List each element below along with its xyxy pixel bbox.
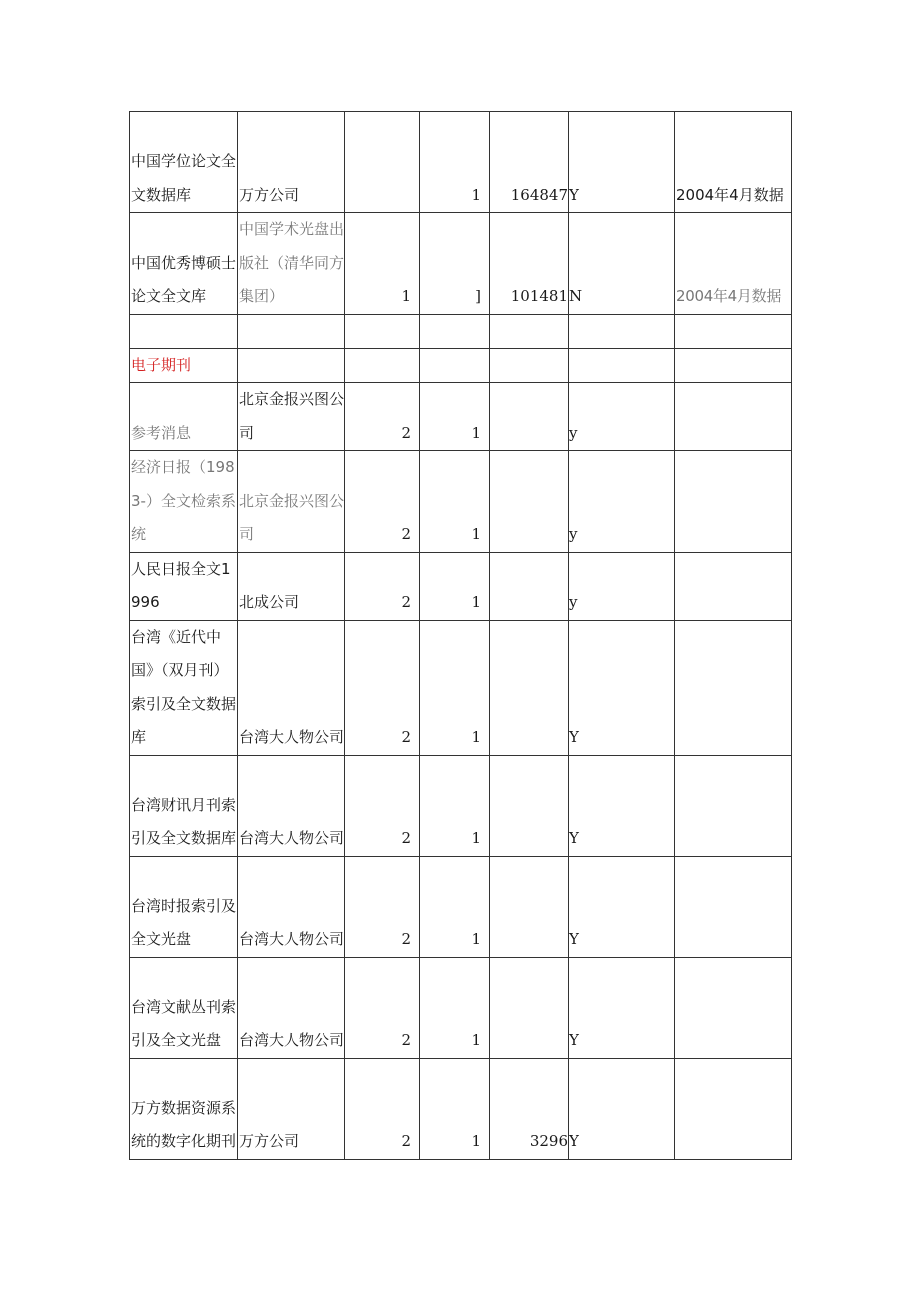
table-row	[130, 383, 792, 451]
db-record-count	[490, 383, 569, 451]
db-col-a: 2	[345, 957, 420, 1058]
db-flag: Y	[569, 856, 675, 957]
table-row	[130, 213, 792, 315]
db-note	[675, 856, 792, 957]
empty-cell	[238, 348, 345, 383]
db-col-b: 1	[420, 383, 490, 451]
db-col-b: 1	[420, 620, 490, 755]
db-record-count	[490, 957, 569, 1058]
db-provider: 北京金报兴图公司	[238, 383, 345, 451]
db-record-count	[490, 451, 569, 553]
db-col-b: 1	[420, 552, 490, 620]
empty-cell	[345, 314, 420, 348]
table-row	[130, 552, 792, 620]
table-row	[130, 112, 792, 213]
db-col-b: 1	[420, 451, 490, 553]
db-flag: Y	[569, 1058, 675, 1159]
db-provider: 万方公司	[238, 1058, 345, 1159]
db-name: 人民日报全文1996	[130, 552, 238, 620]
db-col-b: 1	[420, 856, 490, 957]
section-title: 电子期刊	[130, 348, 238, 383]
db-col-b: ]	[420, 213, 490, 315]
db-flag: Y	[569, 112, 675, 213]
db-note: 2004年4月数据	[675, 112, 792, 213]
db-provider: 北京金报兴图公司	[238, 451, 345, 553]
db-col-a	[345, 112, 420, 213]
db-record-count	[490, 755, 569, 856]
db-provider: 台湾大人物公司	[238, 957, 345, 1058]
empty-cell	[420, 348, 490, 383]
db-col-a: 2	[345, 451, 420, 553]
table-row	[130, 957, 792, 1058]
db-flag: Y	[569, 620, 675, 755]
empty-cell	[490, 348, 569, 383]
db-note	[675, 620, 792, 755]
db-note	[675, 552, 792, 620]
db-record-count: 101481	[490, 213, 569, 315]
empty-cell	[569, 348, 675, 383]
db-note	[675, 451, 792, 553]
table-row	[130, 620, 792, 755]
db-flag: Y	[569, 957, 675, 1058]
db-col-a: 2	[345, 856, 420, 957]
db-col-b: 1	[420, 112, 490, 213]
empty-cell	[420, 314, 490, 348]
db-col-a: 2	[345, 552, 420, 620]
db-col-a: 2	[345, 620, 420, 755]
db-name: 中国学位论文全文数据库	[130, 112, 238, 213]
db-note	[675, 755, 792, 856]
empty-cell	[675, 348, 792, 383]
db-flag: y	[569, 552, 675, 620]
table-row	[130, 1058, 792, 1159]
db-flag: y	[569, 451, 675, 553]
db-col-a: 2	[345, 383, 420, 451]
db-provider: 台湾大人物公司	[238, 620, 345, 755]
db-name: 中国优秀博硕士论文全文库	[130, 213, 238, 315]
table-row	[130, 755, 792, 856]
db-note	[675, 1058, 792, 1159]
db-provider: 北成公司	[238, 552, 345, 620]
empty-cell	[569, 314, 675, 348]
db-note	[675, 383, 792, 451]
db-name: 台湾文献丛刊索引及全文光盘	[130, 957, 238, 1058]
table-row	[130, 314, 792, 348]
db-record-count	[490, 856, 569, 957]
db-name: 万方数据资源系统的数字化期刊	[130, 1058, 238, 1159]
db-name: 台湾时报索引及全文光盘	[130, 856, 238, 957]
table-row	[130, 856, 792, 957]
db-flag: Y	[569, 755, 675, 856]
db-col-b: 1	[420, 755, 490, 856]
db-provider: 台湾大人物公司	[238, 856, 345, 957]
db-provider: 万方公司	[238, 112, 345, 213]
db-record-count	[490, 620, 569, 755]
db-col-b: 1	[420, 1058, 490, 1159]
db-record-count: 3296	[490, 1058, 569, 1159]
db-col-a: 1	[345, 213, 420, 315]
section-row	[130, 348, 792, 383]
db-name: 台湾财讯月刊索引及全文数据库	[130, 755, 238, 856]
db-record-count: 164847	[490, 112, 569, 213]
db-note: 2004年4月数据	[675, 213, 792, 315]
db-flag: y	[569, 383, 675, 451]
db-col-b: 1	[420, 957, 490, 1058]
empty-cell	[675, 314, 792, 348]
db-name: 经济日报（1983-）全文检索系统	[130, 451, 238, 553]
db-col-a: 2	[345, 755, 420, 856]
table-row	[130, 451, 792, 553]
db-flag: N	[569, 213, 675, 315]
db-name: 台湾《近代中国》（双月刊）索引及全文数据库	[130, 620, 238, 755]
empty-cell	[238, 314, 345, 348]
empty-cell	[130, 314, 238, 348]
db-col-a: 2	[345, 1058, 420, 1159]
db-provider: 中国学术光盘出版社（清华同方集团）	[238, 213, 345, 315]
db-name: 参考消息	[130, 383, 238, 451]
database-table	[129, 111, 792, 1160]
db-note	[675, 957, 792, 1058]
db-record-count	[490, 552, 569, 620]
empty-cell	[490, 314, 569, 348]
empty-cell	[345, 348, 420, 383]
db-provider: 台湾大人物公司	[238, 755, 345, 856]
